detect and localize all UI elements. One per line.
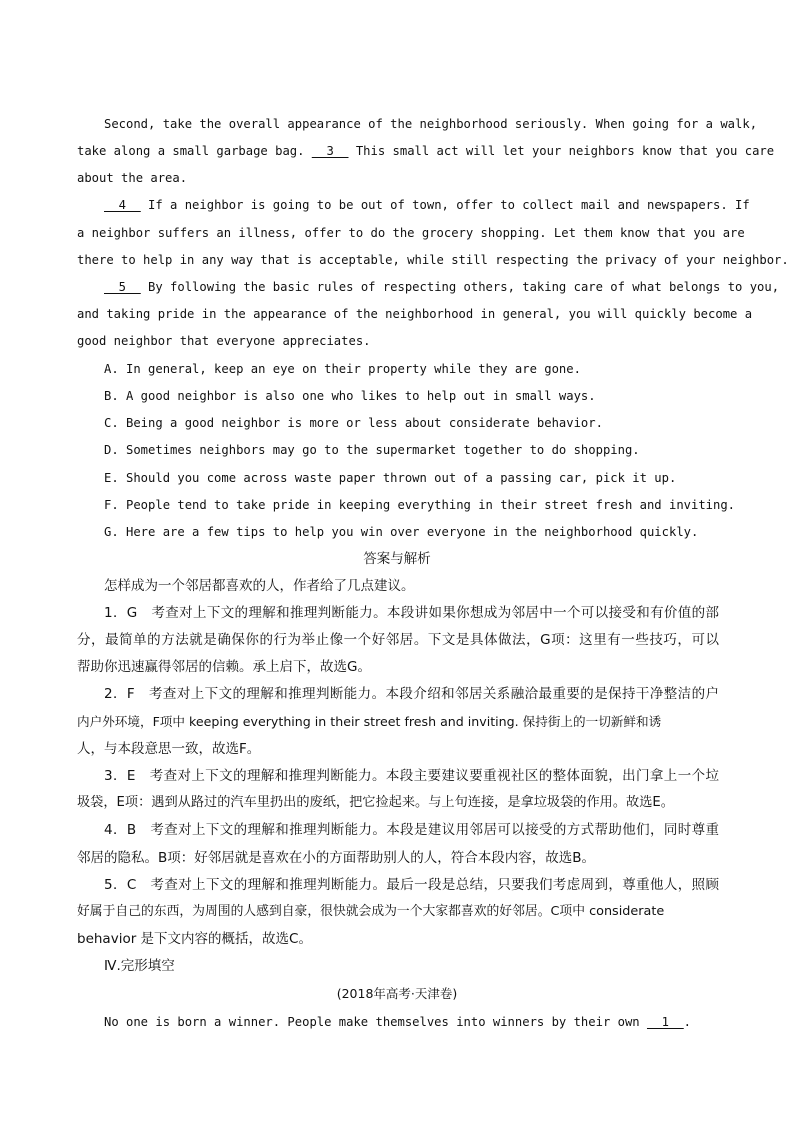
answers-heading: 答案与解析 — [363, 551, 431, 567]
passage-line: there to help in any way that is acceptable, while still respecting the privacy of your neighbor. — [77, 253, 789, 267]
answer-5-line: 5．C 考查对上下文的理解和推理判断能力。最后一段是总结，只要我们考虑周到，尊重他人，照顾 — [104, 877, 719, 893]
section-source: (2018年高考·天津卷) — [336, 986, 458, 1001]
passage-line: and taking pride in the appearance of the neighborhood in general, you will quickly become a — [77, 307, 753, 321]
answer-1-line: 分，最简单的方法就是确保你的行为举止像一个好邻居。下文是具体做法，G项：这里有一些技巧，可以 — [77, 632, 719, 648]
answers-intro: 怎样成为一个邻居都喜欢的人，作者给了几点建议。 — [104, 578, 415, 594]
option-f: F. People tend to take pride in keeping everything in their street fresh and inviting. — [104, 498, 736, 512]
blank-4: __4__ — [104, 198, 141, 212]
answer-4-line: 邻居的隐私。B项：好邻居就是喜欢在小的方面帮助别人的人，符合本段内容，故选B。 — [77, 850, 596, 866]
answer-5-line: behavior 是下文内容的概括，故选C。 — [77, 931, 312, 947]
passage-line: about the area. — [77, 171, 188, 185]
answer-2-line: 人，与本段意思一致，故选F。 — [77, 741, 261, 757]
passage-line: __5__ By following the basic rules of respecting others, taking care of what belongs to you, — [104, 277, 719, 297]
option-c: C. Being a good neighbor is more or less about considerate behavior. — [104, 416, 603, 430]
blank-5: __5__ — [104, 280, 141, 294]
answer-1-line: 帮助你迅速赢得邻居的信赖。承上启下，故选G。 — [77, 659, 371, 675]
passage-line: good neighbor that everyone appreciates. — [77, 334, 371, 348]
option-d: D. Sometimes neighbors may go to the supermarket together to do shopping. — [104, 443, 640, 457]
answer-3-line: 3．E 考查对上下文的理解和推理判断能力。本段主要建议要重视社区的整体面貌，出门拿上一个垃 — [104, 768, 719, 784]
option-g: G. Here are a few tips to help you win over everyone in the neighborhood quickly. — [104, 525, 699, 539]
cloze-first-line: No one is born a winner. People make themselves into winners by their own __1__. — [104, 1012, 719, 1032]
answer-2-line: 2．F 考查对上下文的理解和推理判断能力。本段介绍和邻居关系融洽最重要的是保持干净整洁的户 — [104, 686, 719, 702]
passage-line: Second, take the overall appearance of the neighborhood seriously. When going for a walk, — [104, 117, 758, 131]
answer-5-line: 好属于自己的东西，为周围的人感到自豪，很快就会成为一个大家都喜欢的好邻居。C项中 considerate — [77, 904, 665, 919]
option-b: B. A good neighbor is also one who likes to help out in small ways. — [104, 389, 596, 403]
answer-2-line: 内户外环境，F项中 keeping everything in their street fresh and inviting. 保持街上的一切新鲜和诱 — [77, 714, 662, 729]
section-title: Ⅳ.完形填空 — [104, 958, 175, 974]
passage-line: a neighbor suffers an illness, offer to do the grocery shopping. Let them know that you are — [77, 226, 745, 240]
answer-1-line: 1．G 考查对上下文的理解和推理判断能力。本段讲如果你想成为邻居中一个可以接受和有价值的部 — [104, 605, 719, 621]
blank-3: __3__ — [311, 144, 349, 158]
passage-line: __4__ If a neighbor is going to be out of town, offer to collect mail and newspapers. If — [104, 195, 719, 215]
answer-4-line: 4．B 考查对上下文的理解和推理判断能力。本段是建议用邻居可以接受的方式帮助他们，同时尊重 — [104, 822, 719, 838]
blank-1: __1__ — [646, 1015, 684, 1029]
option-a: A. In general, keep an eye on their property while they are gone. — [104, 362, 581, 376]
passage-line: take along a small garbage bag. __3__ This small act will let your neighbors know that you care — [77, 141, 719, 161]
option-e: E. Should you come across waste paper thrown out of a passing car, pick it up. — [104, 471, 677, 485]
answer-3-line: 圾袋，E项：遇到从路过的汽车里扔出的废纸，把它捡起来。与上句连接，是拿垃圾袋的作用。故选E。 — [77, 795, 674, 810]
